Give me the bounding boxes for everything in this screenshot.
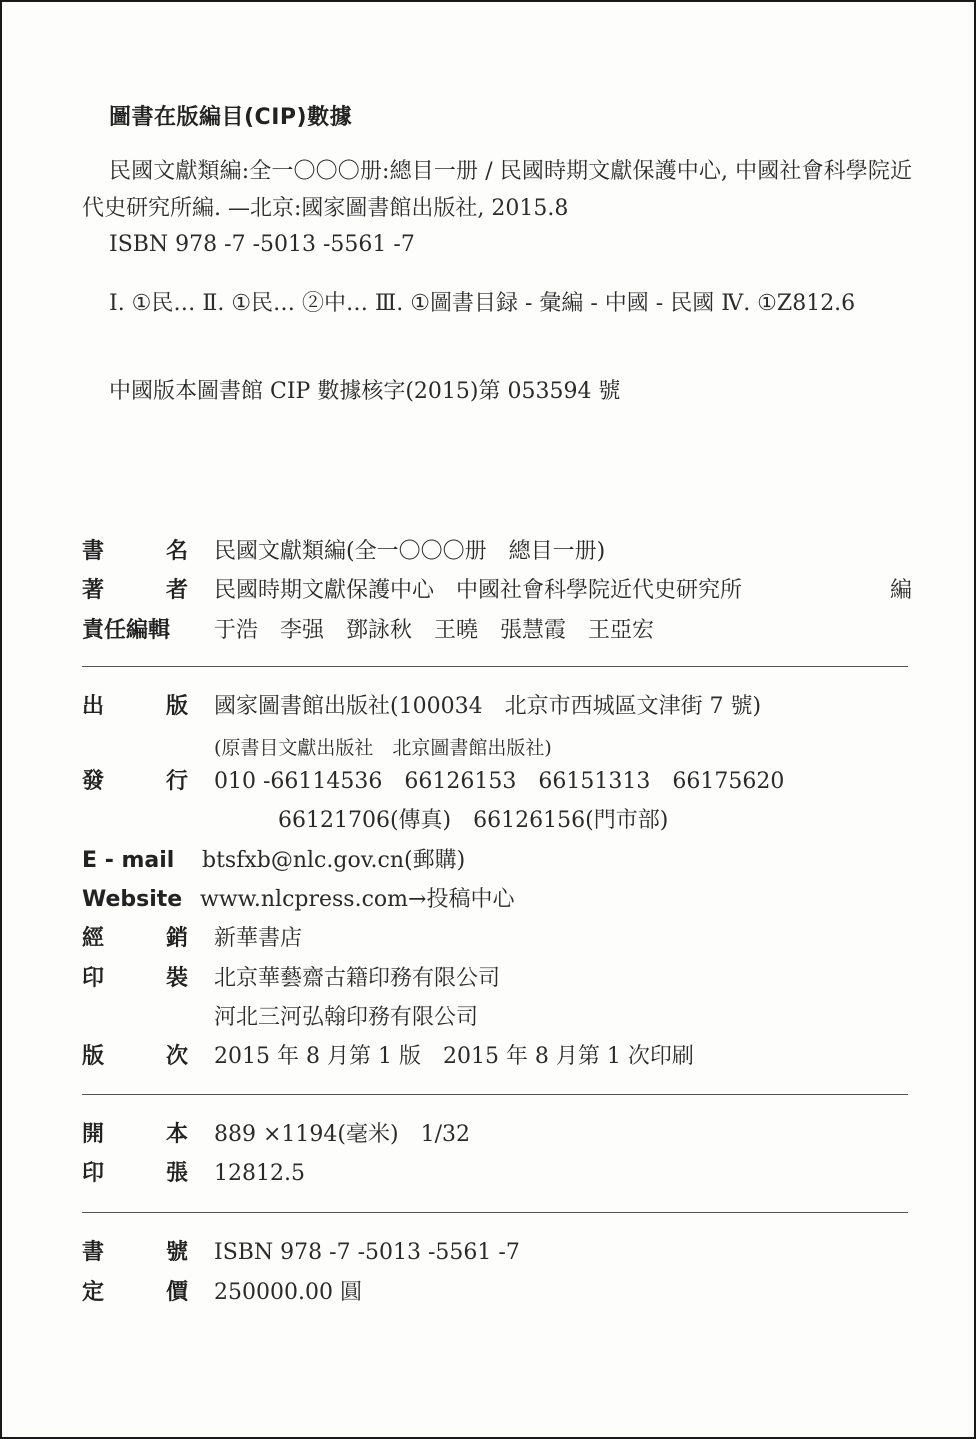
distribution-phones-line2 xyxy=(278,806,878,836)
seller-value: 新華書店 xyxy=(214,926,303,951)
divider xyxy=(82,666,908,667)
printer-value-2: 河北三河弘翰印務有限公司 xyxy=(214,1005,479,1030)
format-value: 889 ×1194(毫米) 1/32 xyxy=(214,1122,470,1147)
price-label: 定 價 xyxy=(82,1280,188,1305)
cip-heading: 圖書在版編目(CIP)數據 xyxy=(109,105,353,130)
cip-classification: Ⅰ. ①民… Ⅱ. ①民… ②中… Ⅲ. ①圖書目録 - 彙編 - 中國 - 民國 Ⅳ. ①Z812.6 xyxy=(109,291,856,316)
sheets-label: 印 張 xyxy=(82,1161,188,1186)
publisher-note: (原書目文獻出版社 北京圖書館出版社) xyxy=(214,737,552,759)
email-label: E - mail xyxy=(82,848,175,873)
distribution-phones: 010 -66114536 66126153 66151313 66175620 xyxy=(214,769,785,794)
editors-value: 于浩 李强 鄧詠秋 王曉 張慧霞 王亞宏 xyxy=(214,618,655,643)
distribution-fax: 66121706(傳真) 66126156(門市部) xyxy=(278,808,669,833)
printer-label: 印 裝 xyxy=(82,966,188,991)
website-value: www.nlcpress.com→投稿中心 xyxy=(200,887,515,912)
bookno-value: ISBN 978 -7 -5013 -5561 -7 xyxy=(214,1240,520,1265)
divider xyxy=(82,1094,908,1095)
format-label: 開 本 xyxy=(82,1122,188,1147)
printer-line2 xyxy=(214,1003,814,1033)
cip-verification: 中國版本圖書館 CIP 數據核字(2015)第 053594 號 xyxy=(109,379,621,404)
sheets-value: 12812.5 xyxy=(214,1161,305,1186)
authors-label: 著 者 xyxy=(82,578,188,603)
price-value: 250000.00 圓 xyxy=(214,1280,362,1305)
authors-value xyxy=(214,576,912,606)
title-value: 民國文獻類編(全一〇〇〇册 總目一册) xyxy=(214,539,606,564)
distribution-label: 發 行 xyxy=(82,769,188,794)
authors-suffix: 編 xyxy=(889,578,912,603)
cip-isbn: ISBN 978 -7 -5013 -5561 -7 xyxy=(109,232,415,257)
edition-label: 版 次 xyxy=(82,1044,188,1069)
bookno-label: 書 號 xyxy=(82,1240,188,1265)
seller-label: 經 銷 xyxy=(82,926,188,951)
publisher-value: 國家圖書館出版社(100034 北京市西城區文津街 7 號) xyxy=(214,694,762,719)
publisher-label: 出 版 xyxy=(82,694,188,719)
editors-label: 責任編輯 xyxy=(82,618,171,643)
title-label: 書 名 xyxy=(82,539,188,564)
email-value: btsfxb@nlc.gov.cn(郵購) xyxy=(202,848,466,873)
edition-value: 2015 年 8 月第 1 版 2015 年 8 月第 1 次印刷 xyxy=(214,1044,694,1069)
printer-value: 北京華藝齋古籍印務有限公司 xyxy=(214,966,501,991)
cip-description: 民國文獻類編:全一〇〇〇册:總目一册 / 民國時期文獻保護中心, 中國社會科學院近代史研究所編. —北京:國家圖書館出版社, 2015.8 xyxy=(82,159,912,221)
website-label: Website xyxy=(82,887,183,912)
divider xyxy=(82,1212,908,1213)
authors-names: 民國時期文獻保護中心 中國社會科學院近代史研究所 xyxy=(214,578,743,603)
